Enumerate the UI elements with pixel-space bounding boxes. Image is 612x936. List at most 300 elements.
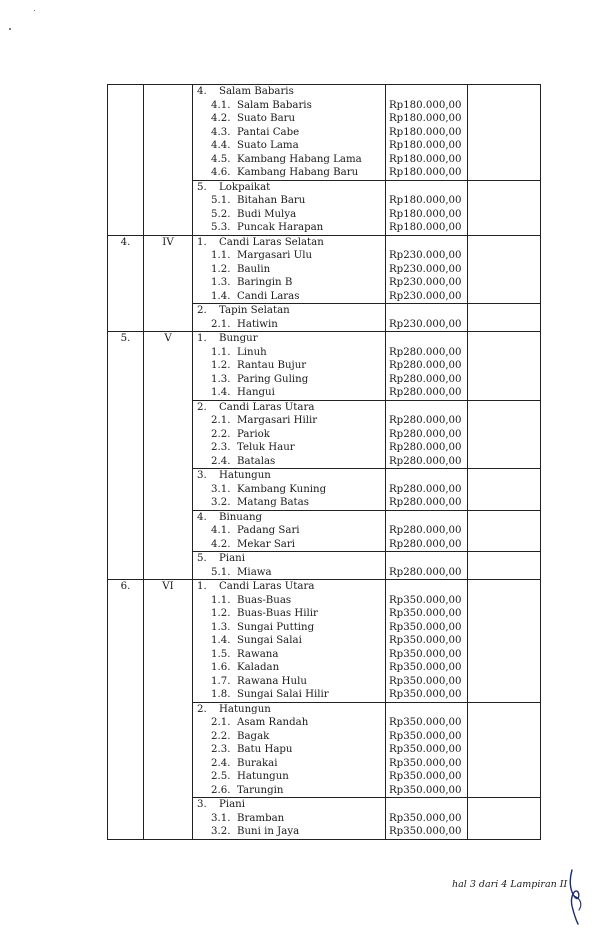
item-number: 2.6.	[211, 784, 231, 796]
item-number: 1.2.	[211, 360, 231, 371]
empty-cell	[468, 318, 541, 332]
tariff-table	[107, 84, 541, 840]
village-cell	[193, 483, 386, 497]
village-cell	[193, 208, 386, 222]
price-cell: Rp280.000,00	[386, 373, 468, 387]
item-number: 2.2.	[211, 428, 231, 440]
zone-cell	[144, 414, 193, 428]
price-cell: Rp280.000,00	[386, 414, 468, 428]
price-cell: Rp280.000,00	[386, 441, 468, 455]
empty-cell	[468, 441, 541, 455]
village-row	[108, 607, 541, 621]
village-row	[108, 153, 541, 167]
zone-cell	[144, 290, 193, 304]
item-label: Rawana	[237, 648, 279, 660]
price-cell	[386, 469, 468, 483]
zone-cell	[144, 538, 193, 552]
village-row	[108, 249, 541, 263]
subdistrict-row	[108, 469, 541, 483]
item-label: Bagak	[237, 730, 270, 742]
item-label: Hatungun	[219, 703, 271, 715]
item-number: 1.2.	[211, 263, 231, 275]
item-label: Teluk Haur	[237, 442, 295, 453]
row-number-cell: 6.	[108, 580, 144, 594]
item-label: Buni in Jaya	[237, 826, 300, 837]
item-number: 2.1.	[211, 415, 231, 426]
item-label: Margasari Ulu	[237, 250, 313, 261]
row-number-cell	[108, 825, 144, 839]
item-number: 1.4.	[211, 635, 231, 646]
subdistrict-row	[108, 702, 541, 716]
village-cell	[193, 594, 386, 608]
item-label: Budi Mulya	[237, 208, 297, 220]
price-cell: Rp230.000,00	[386, 276, 468, 290]
village-cell	[193, 688, 386, 702]
item-number: 4.4.	[211, 140, 231, 151]
zone-cell	[144, 496, 193, 510]
subdistrict-cell	[193, 304, 386, 318]
village-cell	[193, 566, 386, 580]
village-row	[108, 496, 541, 510]
village-row	[108, 441, 541, 455]
item-number: 5.1.	[211, 195, 231, 206]
item-label: Padang Sari	[237, 525, 300, 536]
row-number-cell	[108, 702, 144, 716]
item-label: Buas-Buas	[237, 594, 292, 606]
village-cell	[193, 263, 386, 277]
row-number-cell	[108, 634, 144, 648]
price-cell: Rp230.000,00	[386, 249, 468, 263]
village-cell	[193, 784, 386, 798]
zone-cell	[144, 757, 193, 771]
village-cell	[193, 249, 386, 263]
village-row	[108, 483, 541, 497]
row-number-cell	[108, 85, 144, 99]
item-number: 4.3.	[211, 126, 231, 138]
item-label: Buas-Buas Hilir	[237, 608, 318, 619]
subdistrict-cell	[193, 552, 386, 566]
price-cell: Rp350.000,00	[386, 634, 468, 648]
item-label: Kaladan	[237, 662, 280, 673]
price-cell: Rp280.000,00	[386, 483, 468, 497]
village-row	[108, 194, 541, 208]
zone-cell	[144, 730, 193, 744]
item-number: 2.5.	[211, 771, 231, 782]
village-row	[108, 126, 541, 140]
village-cell	[193, 757, 386, 771]
item-number: 2.4.	[211, 455, 231, 467]
empty-cell	[468, 235, 541, 249]
zone-cell	[144, 524, 193, 538]
empty-cell	[468, 538, 541, 552]
village-row	[108, 634, 541, 648]
zone-cell	[144, 276, 193, 290]
item-label: Baringin B	[237, 277, 293, 288]
price-cell: Rp180.000,00	[386, 166, 468, 180]
empty-cell	[468, 304, 541, 318]
zone-cell	[144, 825, 193, 839]
price-cell	[386, 702, 468, 716]
item-number: 1.3.	[211, 621, 231, 633]
price-cell: Rp280.000,00	[386, 455, 468, 469]
row-number-cell	[108, 359, 144, 373]
village-cell	[193, 648, 386, 662]
item-label: Pantai Cabe	[237, 126, 300, 138]
price-cell: Rp280.000,00	[386, 524, 468, 538]
zone-cell	[144, 566, 193, 580]
empty-cell	[468, 483, 541, 497]
row-number-cell	[108, 276, 144, 290]
zone-cell	[144, 400, 193, 414]
village-row	[108, 166, 541, 180]
price-cell: Rp230.000,00	[386, 290, 468, 304]
zone-cell	[144, 112, 193, 126]
price-cell: Rp280.000,00	[386, 538, 468, 552]
village-cell	[193, 153, 386, 167]
price-cell	[386, 798, 468, 812]
zone-cell	[144, 812, 193, 826]
item-label: Miawa	[237, 566, 272, 578]
item-number: 4.6.	[211, 167, 231, 178]
item-number: 4.1.	[211, 525, 231, 536]
item-label: Bungur	[219, 333, 258, 344]
empty-cell	[468, 400, 541, 414]
row-number-cell	[108, 400, 144, 414]
village-cell	[193, 770, 386, 784]
subdistrict-row	[108, 332, 541, 346]
empty-cell	[468, 675, 541, 689]
item-number: 3.	[197, 799, 207, 810]
row-number-cell	[108, 386, 144, 400]
zone-cell	[144, 318, 193, 332]
empty-cell	[468, 249, 541, 263]
village-cell	[193, 730, 386, 744]
zone-cell	[144, 139, 193, 153]
price-cell	[386, 400, 468, 414]
item-label: Piani	[219, 799, 246, 810]
empty-cell	[468, 263, 541, 277]
zone-cell	[144, 594, 193, 608]
village-cell	[193, 621, 386, 635]
row-number-cell	[108, 757, 144, 771]
empty-cell	[468, 359, 541, 373]
village-cell	[193, 825, 386, 839]
item-number: 5.3.	[211, 222, 231, 233]
zone-cell	[144, 688, 193, 702]
row-number-cell	[108, 496, 144, 510]
price-cell	[386, 510, 468, 524]
price-cell: Rp180.000,00	[386, 139, 468, 153]
item-number: 1.3.	[211, 373, 231, 385]
empty-cell	[468, 621, 541, 635]
village-row	[108, 784, 541, 798]
item-label: Piani	[219, 553, 246, 564]
zone-cell	[144, 621, 193, 635]
price-cell: Rp350.000,00	[386, 648, 468, 662]
page-footer-note: hal 3 dari 4 Lampiran II	[452, 879, 568, 890]
empty-cell	[468, 730, 541, 744]
village-cell	[193, 455, 386, 469]
village-row	[108, 139, 541, 153]
row-number-cell	[108, 373, 144, 387]
item-number: 1.6.	[211, 662, 231, 673]
zone-cell	[144, 126, 193, 140]
village-cell	[193, 607, 386, 621]
village-row	[108, 428, 541, 442]
price-cell	[386, 552, 468, 566]
item-number: 5.2.	[211, 208, 231, 220]
item-number: 1.5.	[211, 648, 231, 660]
price-cell: Rp350.000,00	[386, 757, 468, 771]
zone-cell	[144, 770, 193, 784]
village-row	[108, 825, 541, 839]
row-number-cell	[108, 263, 144, 277]
village-row	[108, 688, 541, 702]
village-row	[108, 99, 541, 113]
zone-cell	[144, 153, 193, 167]
item-label: Rantau Bujur	[237, 360, 307, 371]
village-row	[108, 112, 541, 126]
village-row	[108, 346, 541, 360]
row-number-cell	[108, 153, 144, 167]
item-label: Sungai Salai	[237, 635, 302, 646]
empty-cell	[468, 510, 541, 524]
village-cell	[193, 414, 386, 428]
subdistrict-row	[108, 304, 541, 318]
item-label: Asam Randah	[237, 717, 309, 728]
empty-cell	[468, 276, 541, 290]
item-number: 1.1.	[211, 594, 231, 606]
empty-cell	[468, 126, 541, 140]
row-number-cell	[108, 428, 144, 442]
item-label: Salam Babaris	[219, 86, 294, 97]
item-label: Candi Laras Utara	[219, 581, 315, 592]
row-number-cell	[108, 441, 144, 455]
zone-cell	[144, 483, 193, 497]
empty-cell	[468, 166, 541, 180]
row-number-cell	[108, 469, 144, 483]
row-number-cell	[108, 346, 144, 360]
item-number: 1.7.	[211, 675, 231, 687]
row-number-cell	[108, 304, 144, 318]
subdistrict-row	[108, 180, 541, 194]
village-row	[108, 757, 541, 771]
empty-cell	[468, 688, 541, 702]
village-cell	[193, 373, 386, 387]
subdistrict-row	[108, 85, 541, 99]
price-cell	[386, 304, 468, 318]
item-label: Matang Batas	[237, 497, 309, 508]
price-cell: Rp280.000,00	[386, 346, 468, 360]
subdistrict-cell	[193, 180, 386, 194]
item-number: 2.1.	[211, 318, 231, 330]
zone-cell	[144, 455, 193, 469]
zone-cell	[144, 510, 193, 524]
item-label: Binuang	[219, 511, 263, 523]
item-number: 5.	[197, 181, 207, 193]
price-cell: Rp350.000,00	[386, 743, 468, 757]
village-cell	[193, 634, 386, 648]
subdistrict-row	[108, 235, 541, 249]
item-label: Bramban	[237, 812, 285, 824]
village-row	[108, 675, 541, 689]
item-number: 1.3.	[211, 277, 231, 288]
item-label: Pariok	[237, 428, 270, 440]
village-cell	[193, 166, 386, 180]
item-label: Batalas	[237, 455, 276, 467]
subdistrict-cell	[193, 235, 386, 249]
item-number: 3.	[197, 470, 207, 481]
row-number-cell	[108, 716, 144, 730]
village-cell	[193, 318, 386, 332]
zone-cell	[144, 428, 193, 442]
item-label: Candi Laras Utara	[219, 401, 315, 413]
empty-cell	[468, 634, 541, 648]
empty-cell	[468, 825, 541, 839]
empty-cell	[468, 85, 541, 99]
empty-cell	[468, 428, 541, 442]
price-cell	[386, 235, 468, 249]
price-cell: Rp350.000,00	[386, 661, 468, 675]
item-label: Salam Babaris	[237, 99, 312, 111]
empty-cell	[468, 332, 541, 346]
row-number-cell	[108, 552, 144, 566]
item-number: 2.4.	[211, 757, 231, 769]
empty-cell	[468, 469, 541, 483]
empty-cell	[468, 386, 541, 400]
village-row	[108, 716, 541, 730]
price-cell: Rp280.000,00	[386, 566, 468, 580]
row-number-cell	[108, 455, 144, 469]
price-cell: Rp180.000,00	[386, 153, 468, 167]
village-row	[108, 221, 541, 235]
empty-cell	[468, 99, 541, 113]
item-number: 1.1.	[211, 346, 231, 358]
item-number: 4.2.	[211, 113, 231, 124]
zone-cell	[144, 85, 193, 99]
zone-cell	[144, 373, 193, 387]
village-cell	[193, 194, 386, 208]
village-row	[108, 373, 541, 387]
item-label: Puncak Harapan	[237, 222, 324, 233]
item-number: 1.8.	[211, 689, 231, 700]
price-cell	[386, 332, 468, 346]
row-number-cell	[108, 621, 144, 635]
village-cell	[193, 386, 386, 400]
zone-cell	[144, 249, 193, 263]
subdistrict-row	[108, 798, 541, 812]
price-cell: Rp350.000,00	[386, 716, 468, 730]
zone-cell: IV	[144, 235, 193, 249]
row-number-cell	[108, 510, 144, 524]
empty-cell	[468, 594, 541, 608]
village-cell	[193, 276, 386, 290]
item-number: 3.1.	[211, 812, 231, 824]
price-cell: Rp350.000,00	[386, 784, 468, 798]
price-cell: Rp350.000,00	[386, 730, 468, 744]
item-label: Tapin Selatan	[219, 305, 290, 316]
village-row	[108, 812, 541, 826]
item-label: Hangui	[237, 387, 275, 398]
empty-cell	[468, 139, 541, 153]
price-cell	[386, 180, 468, 194]
empty-cell	[468, 208, 541, 222]
scan-speck	[34, 10, 35, 11]
empty-cell	[468, 524, 541, 538]
row-number-cell	[108, 139, 144, 153]
empty-cell	[468, 607, 541, 621]
item-number: 1.1.	[211, 250, 231, 261]
zone-cell	[144, 194, 193, 208]
item-label: Rawana Hulu	[237, 675, 307, 687]
item-number: 3.2.	[211, 826, 231, 837]
row-number-cell	[108, 784, 144, 798]
village-cell	[193, 112, 386, 126]
row-number-cell	[108, 180, 144, 194]
price-cell: Rp350.000,00	[386, 621, 468, 635]
zone-cell	[144, 784, 193, 798]
row-number-cell: 4.	[108, 235, 144, 249]
zone-cell	[144, 180, 193, 194]
row-number-cell: 5.	[108, 332, 144, 346]
item-number: 3.2.	[211, 497, 231, 508]
village-row	[108, 770, 541, 784]
empty-cell	[468, 290, 541, 304]
empty-cell	[468, 552, 541, 566]
row-number-cell	[108, 594, 144, 608]
row-number-cell	[108, 688, 144, 702]
subdistrict-cell	[193, 332, 386, 346]
price-cell: Rp350.000,00	[386, 675, 468, 689]
empty-cell	[468, 812, 541, 826]
village-cell	[193, 346, 386, 360]
item-number: 2.2.	[211, 730, 231, 742]
scan-speck	[9, 28, 11, 30]
item-label: Hatiwin	[237, 318, 278, 330]
village-cell	[193, 221, 386, 235]
row-number-cell	[108, 566, 144, 580]
empty-cell	[468, 716, 541, 730]
price-cell: Rp280.000,00	[386, 496, 468, 510]
item-label: Burakai	[237, 757, 278, 769]
item-label: Kambang Kuning	[237, 483, 327, 495]
empty-cell	[468, 798, 541, 812]
price-cell: Rp350.000,00	[386, 688, 468, 702]
item-label: Candi Laras Selatan	[219, 236, 324, 248]
item-label: Sungai Putting	[237, 621, 315, 633]
price-cell: Rp180.000,00	[386, 194, 468, 208]
item-label: Baulin	[237, 263, 271, 275]
empty-cell	[468, 112, 541, 126]
item-label: Sungai Salai Hilir	[237, 689, 329, 700]
item-label: Mekar Sari	[237, 538, 295, 550]
item-label: Hatungun	[237, 771, 289, 782]
item-number: 2.1.	[211, 717, 231, 728]
item-label: Margasari Hilir	[237, 415, 318, 426]
zone-cell	[144, 166, 193, 180]
empty-cell	[468, 455, 541, 469]
empty-cell	[468, 153, 541, 167]
item-label: Kambang Habang Lama	[237, 153, 362, 165]
handwritten-paraf-icon	[566, 866, 586, 926]
row-number-cell	[108, 607, 144, 621]
row-number-cell	[108, 770, 144, 784]
row-number-cell	[108, 112, 144, 126]
zone-cell	[144, 304, 193, 318]
empty-cell	[468, 566, 541, 580]
price-cell: Rp180.000,00	[386, 208, 468, 222]
price-cell: Rp180.000,00	[386, 99, 468, 113]
